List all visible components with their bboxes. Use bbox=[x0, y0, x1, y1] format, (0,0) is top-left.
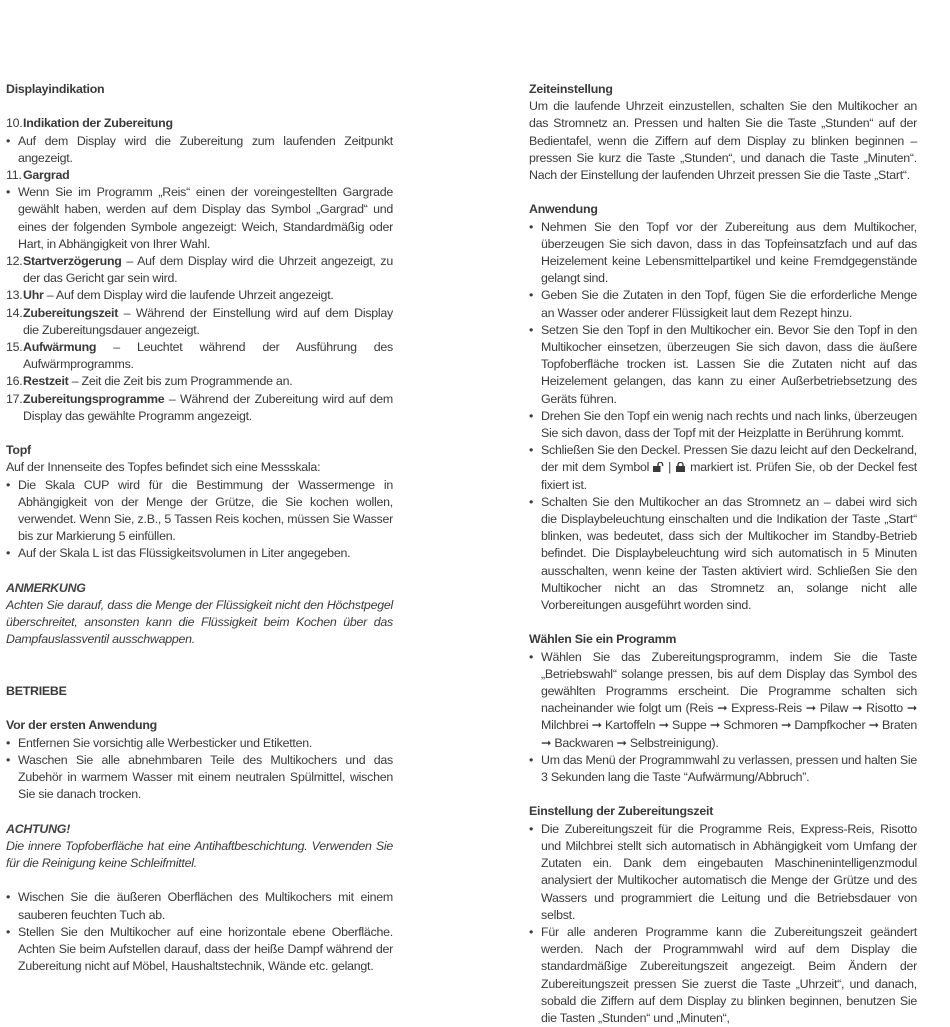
item-number: 12. bbox=[6, 254, 23, 269]
topf-bullet bbox=[6, 545, 393, 562]
final-bullet bbox=[6, 889, 393, 923]
item-text: – Während der Zubereitung wird auf dem Display das gewählte Programm angezeigt. bbox=[23, 391, 393, 423]
item-text: – Auf dem Display wird die laufende Uhrzeit angezeigt. bbox=[43, 288, 334, 303]
anwendung-bullet-deckel bbox=[529, 442, 917, 494]
spacer bbox=[6, 563, 393, 580]
zeiteinstellung-heading: Zeiteinstellung bbox=[529, 82, 613, 96]
bullet: • bbox=[529, 649, 534, 664]
item-number: 13. bbox=[6, 288, 23, 303]
bullet-text: Wischen Sie die äußeren Oberflächen des Multikochers mit einem sauberen feuchten Tuch ab. bbox=[18, 890, 393, 922]
spacer bbox=[529, 786, 917, 803]
item-number: 14. bbox=[6, 305, 23, 320]
bullet-text: Drehen Sie den Topf ein wenig nach rechts und nach links, überzeugen Sie sich davon, dass der Topf mit der Heizplatte in Berührung kommt. bbox=[541, 408, 917, 441]
item-title: Restzeit bbox=[23, 374, 69, 389]
bullet-text: Für alle anderen Programme kann die Zubereitungszeit geändert werden. Nach der Programmwahl wird auf dem Display die standardmäßige Zubereitungszeit angezeigt. Beim Ändern der Zubereitungszeit pressen Sie zuerst die Taste „Uhrzeit“, und danach, sobald die Ziffern auf dem Display zu blinken beginnen, benutzen Sie die Tasten „Stunden“ und „Minuten“, bbox=[541, 924, 917, 1025]
bullet: • bbox=[529, 924, 534, 939]
zeiteinstellung-text: Um die laufende Uhrzeit einzustellen, schalten Sie den Multikocher an das Stromnetz an. Pressen und halten Sie die Taste „Stunden“ auf der Bedientafel, wenn die Ziffern auf dem Display zu blinken beginnen – pressen Sie kurz die Taste „Stunden“, und danach die Taste „Minuten“. Nach der Einstellung der laufenden Uhrzeit pressen Sie die Taste „Start“. bbox=[529, 99, 917, 183]
spacer bbox=[529, 614, 917, 631]
zubereitungszeit-bullet bbox=[529, 924, 917, 1027]
bullet: • bbox=[529, 288, 534, 303]
item-title: Uhr bbox=[23, 288, 44, 303]
programm-bullet bbox=[529, 752, 917, 786]
bullet-text: Setzen Sie den Topf in den Multikocher ein. Bevor Sie den Topf in den Multikocher einsetzen, überzeugen Sie sich davon, dass die äußere Topfoberfläche trocken ist. Lassen Sie die Zutaten nicht auf das Heizelement gelangen, das kann zu einer Außerbetriebsetzung des Geräts führen. bbox=[541, 322, 917, 406]
bullet-text: markiert ist. Prüfen Sie, ob der Deckel fest fixiert ist. bbox=[541, 460, 917, 492]
bullet-text: Die Zubereitungszeit für die Programme Reis, Express-Reis, Risotto und Milchbrei stellt sich automatisch in Abhängigkeit vom Umfang der Zutaten ein. Dank dem eingebauten Maschinenintelligenzmodul analysiert der Multikocher automatisch die Menge der Grütze und des Wassers und programmiert die Leitung und die Betriebsdauer von selbst. bbox=[541, 821, 917, 922]
right-column bbox=[529, 81, 917, 1027]
item-title: Zubereitungszeit bbox=[23, 305, 119, 320]
bullet-text: Wählen Sie das Zubereitungsprogramm, indem Sie die Taste „Betriebswahl“ solange pressen, bis auf dem Display das Symbol des gewählten Programms erscheint. Die Programme schalten sich nacheinander wie folgt um (Reis ➞ Express-Reis ➞ Pilaw ➞ Risotto ➞ Milchbrei ➞ Kartoffeln ➞ Suppe ➞ Schmoren ➞ Dampfkocher ➞ Braten ➞ Backwaren ➞ Selbstreinigung). bbox=[541, 649, 917, 750]
bullet: • bbox=[6, 890, 11, 905]
bullet: • bbox=[6, 752, 11, 767]
anwendung-bullet bbox=[529, 219, 917, 288]
bullet-text: Nehmen Sie den Topf vor der Zubereitung aus dem Multikocher, überzeugen Sie sich davon, dass in das Topfeinsatzfach und auf das Heizelement keine Lebensmittelpartikel und keine Fremdgegenstände gelangt sind. bbox=[541, 219, 917, 286]
spacer bbox=[6, 425, 393, 442]
anwendung-bullet bbox=[529, 494, 917, 614]
left-column bbox=[6, 81, 393, 975]
display-item-14 bbox=[6, 305, 393, 339]
erste-bullet bbox=[6, 735, 393, 752]
display-item-15 bbox=[6, 339, 393, 373]
zubereitungszeit-bullet bbox=[529, 821, 917, 924]
bullet: • bbox=[6, 546, 11, 561]
symbol-separator: | bbox=[668, 460, 672, 475]
item-title: Zubereitungsprogramme bbox=[23, 391, 165, 406]
bullet: • bbox=[529, 752, 534, 767]
bullet-text: Stellen Sie den Multikocher auf eine horizontale ebene Oberfläche. Achten Sie beim Aufstellen darauf, dass der heiße Dampf während der Zubereitung nicht auf Möbel, Haushaltstechnik, Wände etc. gelangt. bbox=[18, 924, 393, 974]
display-item-10-desc bbox=[6, 133, 393, 167]
bullet: • bbox=[529, 322, 534, 337]
bullet-text: Schließen Sie den Deckel. Pressen Sie dazu leicht auf den Deckelrand, der mit dem Symbol bbox=[541, 443, 917, 475]
erste-anwendung-heading: Vor der ersten Anwendung bbox=[6, 718, 157, 733]
item-text: Auf dem Display wird die Zubereitung zum laufenden Zeitpunkt angezeigt. bbox=[18, 133, 393, 165]
display-item-10 bbox=[6, 115, 393, 132]
item-title: Gargrad bbox=[23, 168, 70, 182]
anwendung-bullet bbox=[529, 322, 917, 408]
bullet: • bbox=[6, 924, 11, 939]
zubereitungszeit-heading: Einstellung der Zubereitungszeit bbox=[529, 804, 714, 819]
spacer bbox=[6, 649, 393, 666]
item-text: – Zeit die Zeit bis zum Programmende an. bbox=[68, 374, 293, 389]
item-text: Wenn Sie im Programm „Reis“ einen der voreingestellten Gargrade gewählt haben, werden auf dem Display das Symbol „Gargrad“ und eines der folgenden Symbole angezeigt: Weich, Standardmäßig oder Hart, in Abhängigkeit von Ihrer Wahl. bbox=[18, 185, 393, 251]
bullet: • bbox=[6, 477, 11, 492]
bullet: • bbox=[529, 821, 534, 836]
anwendung-heading: Anwendung bbox=[529, 202, 598, 217]
anmerkung-text: Achten Sie darauf, dass die Menge der Flüssigkeit nicht den Höchstpegel überschreitet, ansonsten kann die Flüssigkeit beim Kochen über das Dampfauslassventil ausschwappen. bbox=[6, 598, 393, 647]
item-text: – Leuchtet während der Ausführung des Aufwärmprogramms. bbox=[23, 340, 393, 372]
displayindikation-heading: Displayindikation bbox=[6, 82, 105, 96]
item-number: 17. bbox=[6, 391, 23, 406]
bullet-text: Um das Menü der Programmwahl zu verlassen, pressen und halten Sie 3 Sekunden lang die Taste “Aufwärmung/Abbruch”. bbox=[541, 752, 917, 785]
spacer bbox=[6, 700, 393, 717]
item-number: 16. bbox=[6, 374, 23, 389]
item-number: 15. bbox=[6, 340, 23, 355]
spacer bbox=[529, 184, 917, 201]
display-item-16 bbox=[6, 373, 393, 390]
bullet-text: Die Skala CUP wird für die Bestimmung der Wassermenge in Abhängigkeit von der Menge der Grütze, die Sie kochen wollen, verwendet. Wenn Sie, z.B., 5 Tassen Reis kochen, müssen Sie Wasser bis zur Markierung 5 einfüllen. bbox=[18, 477, 393, 544]
display-item-11-desc bbox=[6, 184, 393, 253]
display-item-17 bbox=[6, 391, 393, 425]
item-number: 11. bbox=[6, 168, 22, 182]
lock-icon bbox=[675, 460, 686, 470]
spacer bbox=[6, 666, 393, 683]
spacer bbox=[6, 803, 393, 820]
item-title: Aufwärmung bbox=[23, 340, 97, 355]
item-number: 10. bbox=[6, 116, 23, 131]
display-item-12 bbox=[6, 253, 393, 287]
bullet-text: Geben Sie die Zutaten in den Topf, fügen Sie die erforderliche Menge an Wasser oder anderer Flüssigkeit laut dem Rezept hinzu. bbox=[541, 288, 917, 320]
betriebe-heading: BETRIEBE bbox=[6, 684, 67, 699]
anwendung-bullet bbox=[529, 408, 917, 442]
display-item-13 bbox=[6, 287, 393, 304]
bullet: • bbox=[529, 219, 534, 234]
display-item-11 bbox=[6, 167, 393, 184]
bullet-text: Entfernen Sie vorsichtig alle Werbesticker und Etiketten. bbox=[18, 735, 313, 750]
topf-heading: Topf bbox=[6, 443, 31, 458]
item-title: Indikation der Zubereitung bbox=[23, 116, 173, 131]
unlock-icon bbox=[653, 460, 664, 470]
programm-bullet bbox=[529, 649, 917, 752]
final-bullet bbox=[6, 924, 393, 976]
topf-intro: Auf der Innenseite des Topfes befindet sich eine Messskala: bbox=[6, 460, 321, 475]
item-text: – Auf dem Display wird die Uhrzeit angezeigt, zu der das Gericht gar sein wird. bbox=[23, 254, 393, 286]
bullet-text: Schalten Sie den Multikocher an das Stromnetz an – dabei wird sich die Displaybeleuchtung einschalten und die Indikation der Taste „Start“ blinken, was bedeutet, dass sich der Multikocher im Standby-Betrieb befindet. Die Displaybeleuchtung wird sich automatisch in 5 Minuten ausschalten, wenn keine der Tasten aktiviert wird. Schließen Sie den Multikocher nicht an das Stromnetz an, solange nicht alle Vorbereitungen ausgeführt worden sind. bbox=[541, 494, 917, 613]
bullet: • bbox=[529, 408, 534, 423]
bullet: • bbox=[6, 735, 11, 750]
achtung-heading: ACHTUNG! bbox=[6, 821, 71, 836]
topf-bullet bbox=[6, 477, 393, 546]
spacer bbox=[6, 872, 393, 889]
erste-bullet bbox=[6, 752, 393, 804]
item-title: Startverzögerung bbox=[23, 254, 122, 269]
bullet-text: Waschen Sie alle abnehmbaren Teile des Multikochers und das Zubehör in warmem Wasser mit einem neutralen Spülmittel, wischen Sie sie danach trocken. bbox=[18, 752, 393, 802]
achtung-text: Die innere Topfoberfläche hat eine Antihaftbeschichtung. Verwenden Sie für die Reinigung keine Schleifmittel. bbox=[6, 838, 393, 871]
bullet-text: Auf der Skala L ist das Flüssigkeitsvolumen in Liter angegeben. bbox=[18, 546, 351, 561]
spacer bbox=[6, 98, 393, 115]
item-text: – Während der Einstellung wird auf dem Display die Zubereitungsdauer angezeigt. bbox=[23, 305, 393, 337]
bullet: • bbox=[6, 185, 11, 200]
anmerkung-heading: ANMERKUNG bbox=[6, 580, 86, 595]
bullet: • bbox=[529, 443, 534, 458]
programm-heading: Wählen Sie ein Programm bbox=[529, 632, 677, 647]
anwendung-bullet bbox=[529, 287, 917, 321]
bullet: • bbox=[6, 133, 11, 148]
bullet: • bbox=[529, 494, 534, 509]
